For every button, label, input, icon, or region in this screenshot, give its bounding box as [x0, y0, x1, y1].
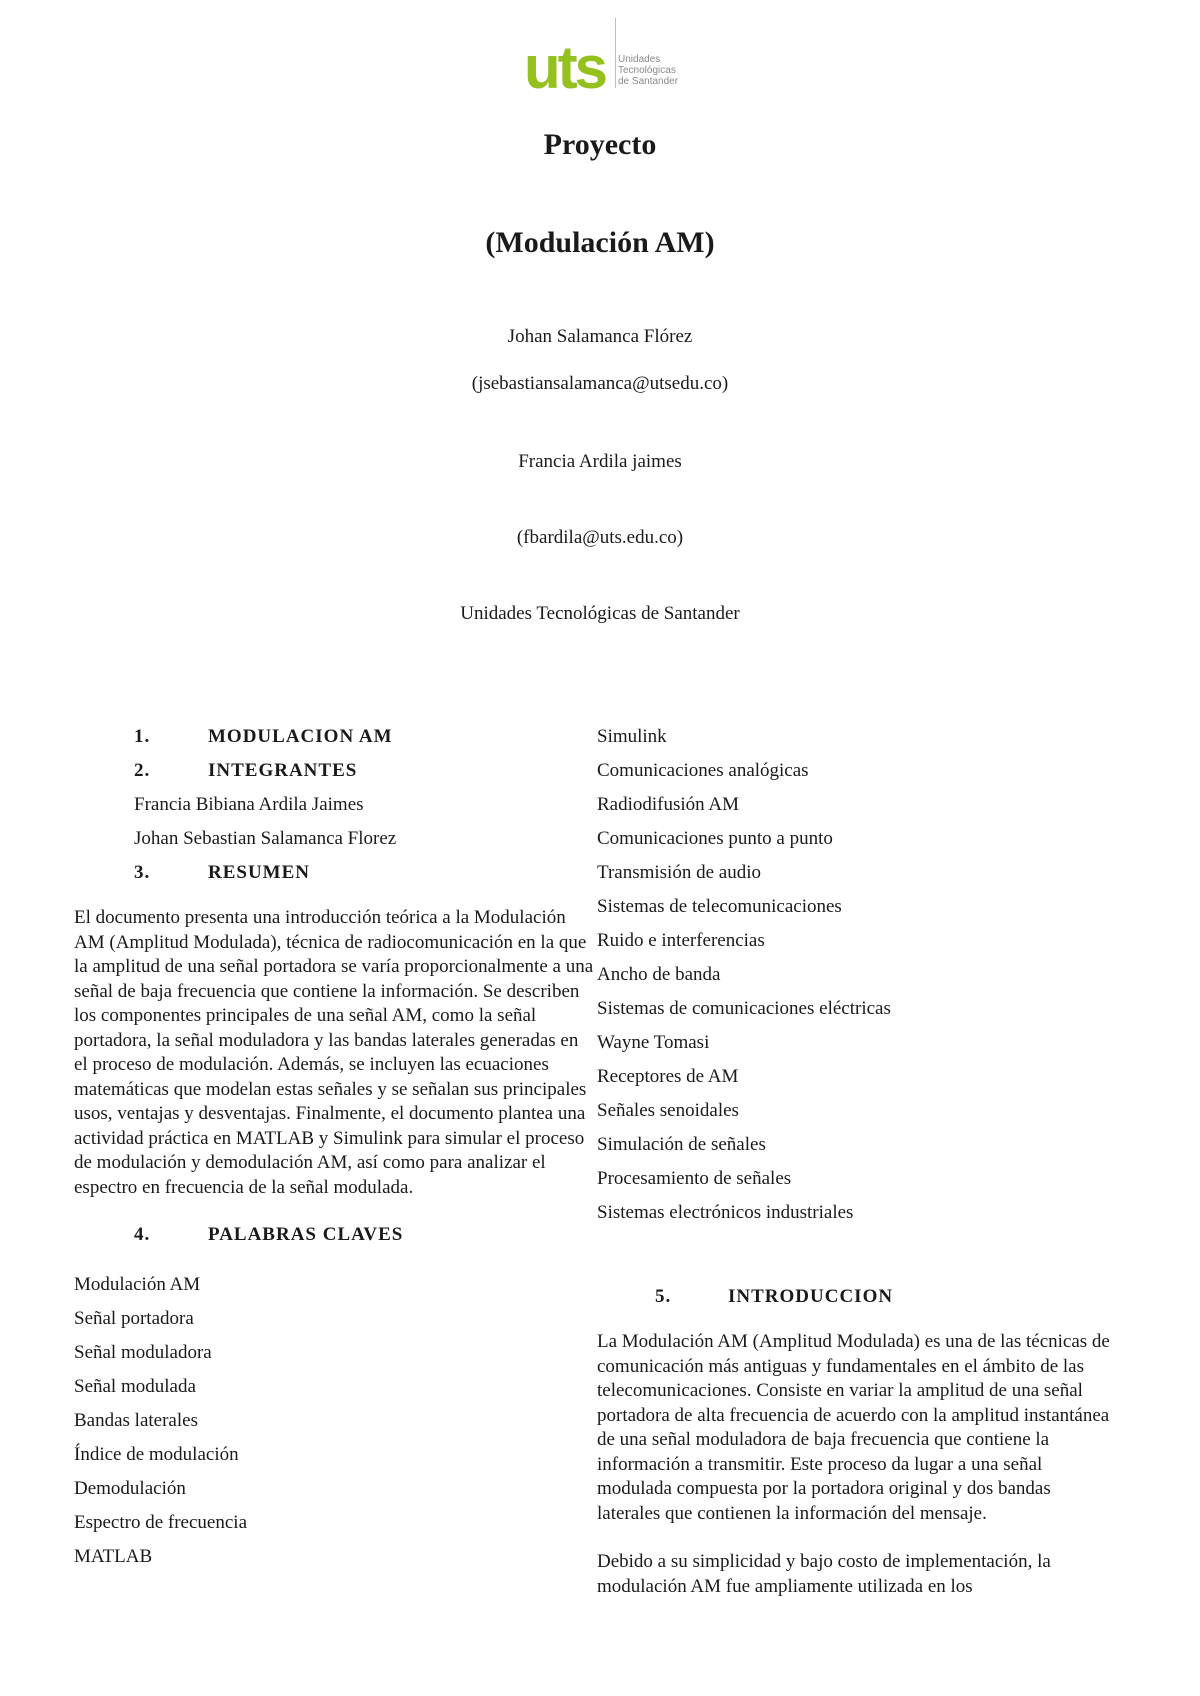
keyword-item: Simulación de señales — [597, 1134, 766, 1155]
resumen-paragraph: El documento presenta una introducción teórica a la Modulación AM (Amplitud Modulada), técnica de radiocomunicación en la que la amplitud de una señal portadora se varía proporcionalmente a una señal de baja frecuencia que contiene la información. Se describen los componentes principales de una señal AM, como la señal portadora, la señal moduladora y las bandas laterales generadas en el proceso de modulación. Además, se incluyen las ecuaciones matemáticas que modelan estas señales y se señalan sus principales usos, ventajas y desventajas. Finalmente, el documento plantea una actividad práctica en MATLAB y Simulink para simular el proceso de modulación y demodulación AM, así como para analizar el espectro en frecuencia de la señal modulada. — [74, 907, 594, 1198]
keyword-item: Señal modulada — [74, 1376, 196, 1397]
section-heading-5: 5. INTRODUCCION — [655, 1286, 894, 1307]
keyword-item: Señal portadora — [74, 1308, 194, 1329]
keyword-item: Modulación AM — [74, 1274, 201, 1295]
keyword-item: Ancho de banda — [597, 964, 721, 985]
intro-paragraph-2: Debido a su simplicidad y bajo costo de implementación, la modulación AM fue ampliamente utilizada en los — [597, 1551, 1051, 1597]
left-column — [74, 720, 594, 1574]
keyword-item: Sistemas de telecomunicaciones — [597, 896, 842, 917]
document-title: Proyecto — [543, 128, 657, 161]
keyword-item: Bandas laterales — [74, 1410, 198, 1431]
section-heading-2: 2. INTEGRANTES — [134, 760, 358, 781]
keyword-item: Radiodifusión AM — [597, 794, 739, 815]
keyword-item: Receptores de AM — [597, 1066, 739, 1087]
author-email-1: (jsebastiansalamanca@utsedu.co) — [471, 373, 729, 394]
keyword-item: Sistemas electrónicos industriales — [597, 1202, 854, 1223]
keyword-item: MATLAB — [74, 1546, 153, 1567]
keyword-item: Simulink — [597, 726, 667, 747]
keyword-item: Procesamiento de señales — [597, 1168, 792, 1189]
document-subtitle: (Modulación AM) — [485, 226, 715, 259]
member-item: Francia Bibiana Ardila Jaimes — [134, 794, 364, 815]
keyword-item: Wayne Tomasi — [597, 1032, 710, 1053]
logo-institution-text: Unidades Tecnológicas de Santander — [618, 54, 679, 87]
keyword-item: Demodulación — [74, 1478, 186, 1499]
section-heading-4: 4. PALABRAS CLAVES — [134, 1224, 404, 1245]
svg-text:uts: uts — [524, 36, 605, 98]
keyword-list-right — [597, 720, 1117, 1230]
keyword-item: Índice de modulación — [74, 1444, 239, 1465]
keyword-item: Ruido e interferencias — [597, 930, 765, 951]
keyword-item: Transmisión de audio — [597, 862, 761, 883]
uts-logo — [524, 16, 699, 96]
author-name-2: Francia Ardila jaimes — [518, 451, 682, 472]
keyword-item: Señal moduladora — [74, 1342, 212, 1363]
section-heading-3: 3. RESUMEN — [134, 862, 311, 883]
keyword-list-left — [74, 1268, 594, 1574]
author-email-2: (fbardila@uts.edu.co) — [516, 527, 684, 548]
member-item: Johan Sebastian Salamanca Florez — [134, 828, 397, 849]
keyword-item: Sistemas de comunicaciones eléctricas — [597, 998, 891, 1019]
author-name-1: Johan Salamanca Flórez — [507, 326, 693, 347]
intro-paragraph-1: La Modulación AM (Amplitud Modulada) es una de las técnicas de comunicación más antiguas y fundamentales en el ámbito de las telecomunicaciones. Consiste en variar la amplitud de una señal portadora de alta frecuencia de acuerdo con la amplitud instantánea de una señal moduladora de baja frecuencia que contiene la información a transmitir. Este proceso da lugar a una señal modulada compuesta por la portadora original y dos bandas laterales que contienen la información del mensaje. — [597, 1331, 1110, 1524]
uts-logo-mark — [524, 36, 616, 98]
section-heading-1: 1. MODULACION AM — [134, 726, 393, 747]
logo-divider — [615, 18, 616, 88]
right-column — [597, 720, 1117, 1599]
keyword-item: Espectro de frecuencia — [74, 1512, 248, 1533]
keyword-item: Comunicaciones punto a punto — [597, 828, 833, 849]
keyword-item: Comunicaciones analógicas — [597, 760, 809, 781]
institution-name: Unidades Tecnológicas de Santander — [460, 603, 740, 624]
keyword-item: Señales senoidales — [597, 1100, 739, 1121]
